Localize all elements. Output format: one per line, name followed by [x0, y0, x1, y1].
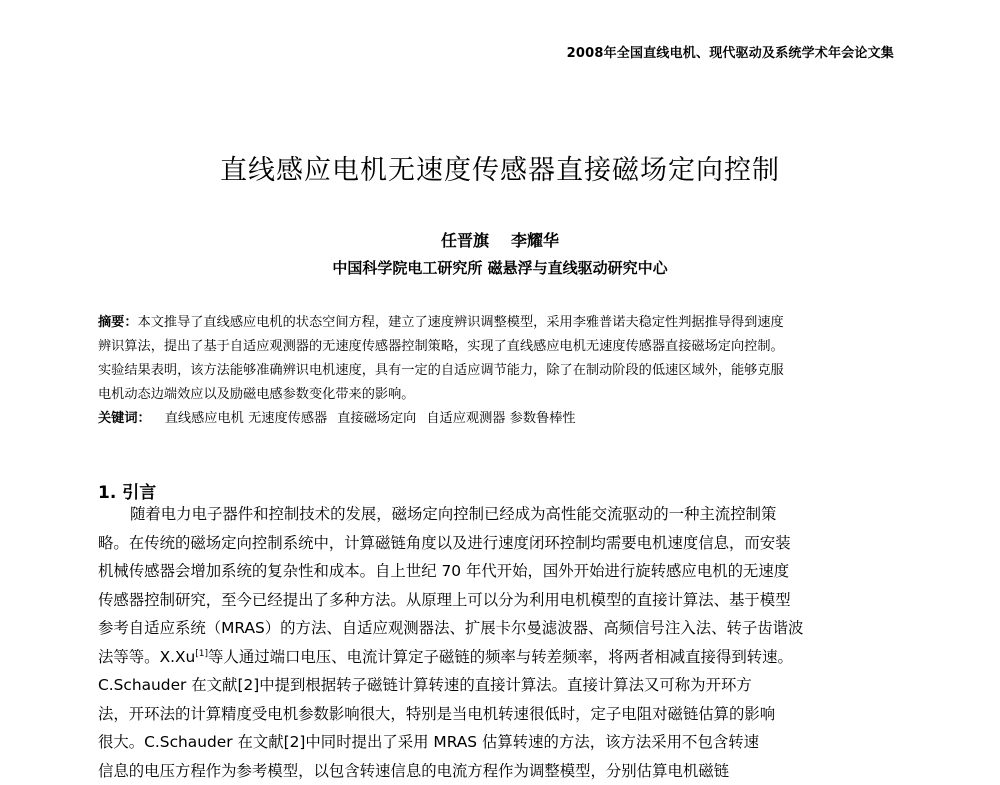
- keywords-label: 关键词：: [98, 411, 151, 426]
- body-line: C.Schauder 在文献[2]中提到根据转子磁链计算转速的直接计算法。直接计算法又可称为开环方: [98, 671, 918, 700]
- body-line: 法，开环法的计算精度受电机参数影响很大，特别是当电机转速很低时，定子电阻对磁链估算的影响: [98, 700, 918, 729]
- section-heading: 1. 引言: [98, 478, 156, 503]
- abstract: [98, 311, 910, 431]
- body-text-segment: 法等等。X.Xu: [98, 648, 195, 666]
- body-text-segment: 等人通过端口电压、电流计算定子磁链的频率与转差频率，将两者相减直接得到转速。: [208, 648, 793, 666]
- body-line: 略。在传统的磁场定向控制系统中，计算磁链角度以及进行速度闭环控制均需要电机速度信息，而安装: [98, 529, 918, 558]
- body-line: 很大。C.Schauder 在文献[2]中同时提出了采用 MRAS 估算转速的方法，该方法采用不包含转速: [98, 728, 918, 757]
- abstract-text: 本文推导了直线感应电机的状态空间方程，建立了速度辨识调整模型，采用李雅普诺夫稳定性判据推导得到速度: [138, 315, 784, 330]
- abstract-line: 辨识算法，提出了基于自适应观测器的无速度传感器控制策略，实现了直线感应电机无速度传感器直接磁场定向控制。: [98, 335, 910, 359]
- keyword: 直线感应电机 无速度传感器: [165, 411, 327, 426]
- body-line: 传感器控制研究，至今已经提出了多种方法。从原理上可以分为利用电机模型的直接计算法、基于模型: [98, 586, 918, 615]
- body-line: 信息的电压方程作为参考模型，以包含转速信息的电流方程作为调整模型，分别估算电机磁链: [98, 757, 918, 785]
- abstract-line: 实验结果表明，该方法能够准确辨识电机速度，具有一定的自适应调节能力，除了在制动阶段的低速区域外，能够克服: [98, 359, 910, 383]
- keywords: [98, 407, 910, 431]
- body-line: [98, 643, 918, 672]
- author-name: 李耀华: [511, 231, 559, 250]
- body-line: 参考自适应系统（MRAS）的方法、自适应观测器法、扩展卡尔曼滤波器、高频信号注入法、转子齿谐波: [98, 614, 918, 643]
- author-name: 任晋旗: [441, 231, 489, 250]
- abstract-label: 摘要：: [98, 315, 138, 330]
- body-line: 机械传感器会增加系统的复杂性和成本。自上世纪 70 年代开始，国外开始进行旋转感应电机的无速度: [98, 557, 918, 586]
- affiliation: 中国科学院电工研究所 磁悬浮与直线驱动研究中心: [0, 257, 1000, 278]
- abstract-line: 电机动态边端效应以及励磁电感参数变化带来的影响。: [98, 383, 910, 407]
- section-body: [98, 500, 918, 785]
- body-line: 随着电力电子器件和控制技术的发展，磁场定向控制已经成为高性能交流驱动的一种主流控制策: [98, 500, 918, 529]
- author-list: [0, 228, 1000, 251]
- paper-title: 直线感应电机无速度传感器直接磁场定向控制: [0, 148, 1000, 187]
- abstract-line: [98, 311, 910, 335]
- keyword: 直接磁场定向: [337, 411, 416, 426]
- citation-mark: [1]: [195, 648, 208, 658]
- keyword: 自适应观测器 参数鲁棒性: [426, 411, 575, 426]
- running-header: 2008年全国直线电机、现代驱动及系统学术年会论文集: [567, 42, 894, 61]
